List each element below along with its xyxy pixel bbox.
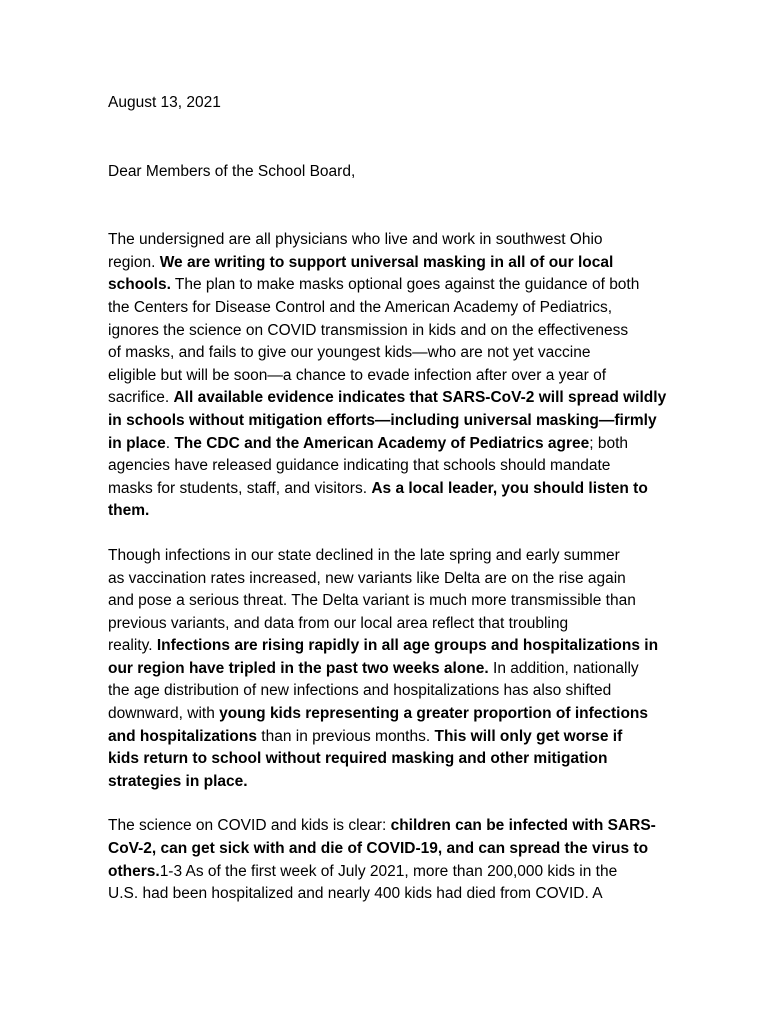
text-run: as vaccination rates increased, new variants like Delta are on the rise again [108, 569, 626, 587]
text-line [108, 748, 683, 771]
text-run: of masks, and fails to give our youngest kids—who are not yet vaccine [108, 344, 591, 362]
letter-salutation: Dear Members of the School Board, [108, 162, 356, 180]
bold-text-run: children can be infected with SARS- [390, 817, 656, 835]
bold-text-run: As a local leader, you should listen to [371, 479, 648, 497]
text-line [108, 771, 683, 794]
text-run: The undersigned are all physicians who live and work in southwest Ohio [108, 231, 603, 249]
bold-text-run: our region have tripled in the past two weeks alone. [108, 659, 489, 677]
text-line [108, 455, 683, 478]
text-line [108, 726, 683, 749]
bold-text-run: strategies in place. [108, 772, 248, 790]
text-run: 1-3 As of the first week of July 2021, more than 200,000 kids in the [159, 862, 618, 880]
text-line [108, 433, 683, 456]
text-line [108, 274, 683, 297]
text-run: sacrifice. [108, 389, 174, 407]
text-run: masks for students, staff, and visitors. [108, 479, 372, 497]
text-run: The plan to make masks optional goes against the guidance of both [170, 276, 640, 294]
text-run: the age distribution of new infections and hospitalizations has also shifted [108, 682, 612, 700]
bold-text-run: The CDC and the American Academy of Pediatrics agree [174, 434, 590, 452]
text-line [108, 365, 683, 388]
text-line [108, 590, 683, 613]
text-line [108, 613, 683, 636]
bold-text-run: kids return to school without required masking and other mitigation [108, 750, 608, 768]
text-line [108, 342, 683, 365]
bold-text-run: This will only get worse if [434, 727, 623, 745]
text-run: region. [108, 253, 160, 271]
text-run: eligible but will be soon—a chance to evade infection after over a year of [108, 366, 607, 384]
text-run: reality. [108, 637, 157, 655]
paragraph-3 [108, 815, 683, 905]
text-run: previous variants, and data from our local area reflect that troubling [108, 614, 569, 632]
text-run: downward, with [108, 705, 220, 723]
text-line [108, 410, 683, 433]
text-run: agencies have released guidance indicating that schools should mandate [108, 457, 611, 475]
bold-text-run: All available evidence indicates that SARS-CoV-2 will spread wildly [173, 389, 667, 407]
text-line [108, 838, 683, 861]
bold-text-run: in place [108, 434, 166, 452]
text-run: than in previous months. [256, 727, 435, 745]
text-run: Though infections in our state declined in the late spring and early summer [108, 546, 620, 564]
text-run: ignores the science on COVID transmission in kids and on the effectiveness [108, 321, 629, 339]
text-line [108, 883, 683, 906]
text-line [108, 545, 683, 568]
text-line [108, 568, 683, 591]
text-line [108, 387, 683, 410]
text-line [108, 320, 683, 343]
bold-text-run: We are writing to support universal masking in all of our local [159, 253, 614, 271]
text-run: the Centers for Disease Control and the American Academy of Pediatrics, [108, 298, 612, 316]
letter-page [108, 92, 683, 906]
text-line [108, 500, 683, 523]
bold-text-run: them. [108, 502, 150, 520]
bold-text-run: Infections are rising rapidly in all age groups and hospitalizations in [156, 637, 659, 655]
text-line [108, 815, 683, 838]
text-run: and pose a serious threat. The Delta variant is much more transmissible than [108, 592, 636, 610]
bold-text-run: in schools without mitigation efforts—including universal masking—firmly [108, 411, 657, 429]
text-run: ; both [589, 434, 629, 452]
text-line [108, 680, 683, 703]
bold-text-run: and hospitalizations [108, 727, 257, 745]
text-line [108, 297, 683, 320]
bold-text-run: CoV-2, can get sick with and die of COVID-19, and can spread the virus to [108, 840, 649, 858]
text-run: In addition, nationally [488, 659, 639, 677]
text-run: . [165, 434, 175, 452]
paragraph-2 [108, 545, 683, 794]
bold-text-run: schools. [108, 276, 171, 294]
letter-date: August 13, 2021 [108, 94, 221, 111]
text-run: The science on COVID and kids is clear: [108, 817, 391, 835]
text-line [108, 861, 683, 884]
text-line [108, 229, 683, 252]
text-line [108, 635, 683, 658]
bold-text-run: others. [108, 862, 160, 880]
text-line [108, 478, 683, 501]
paragraph-1 [108, 229, 683, 523]
bold-text-run: young kids representing a greater proportion of infections [219, 705, 649, 723]
text-line [108, 252, 683, 275]
text-line [108, 703, 683, 726]
text-line [108, 658, 683, 681]
text-run: U.S. had been hospitalized and nearly 400 kids had died from COVID. A [108, 885, 603, 903]
